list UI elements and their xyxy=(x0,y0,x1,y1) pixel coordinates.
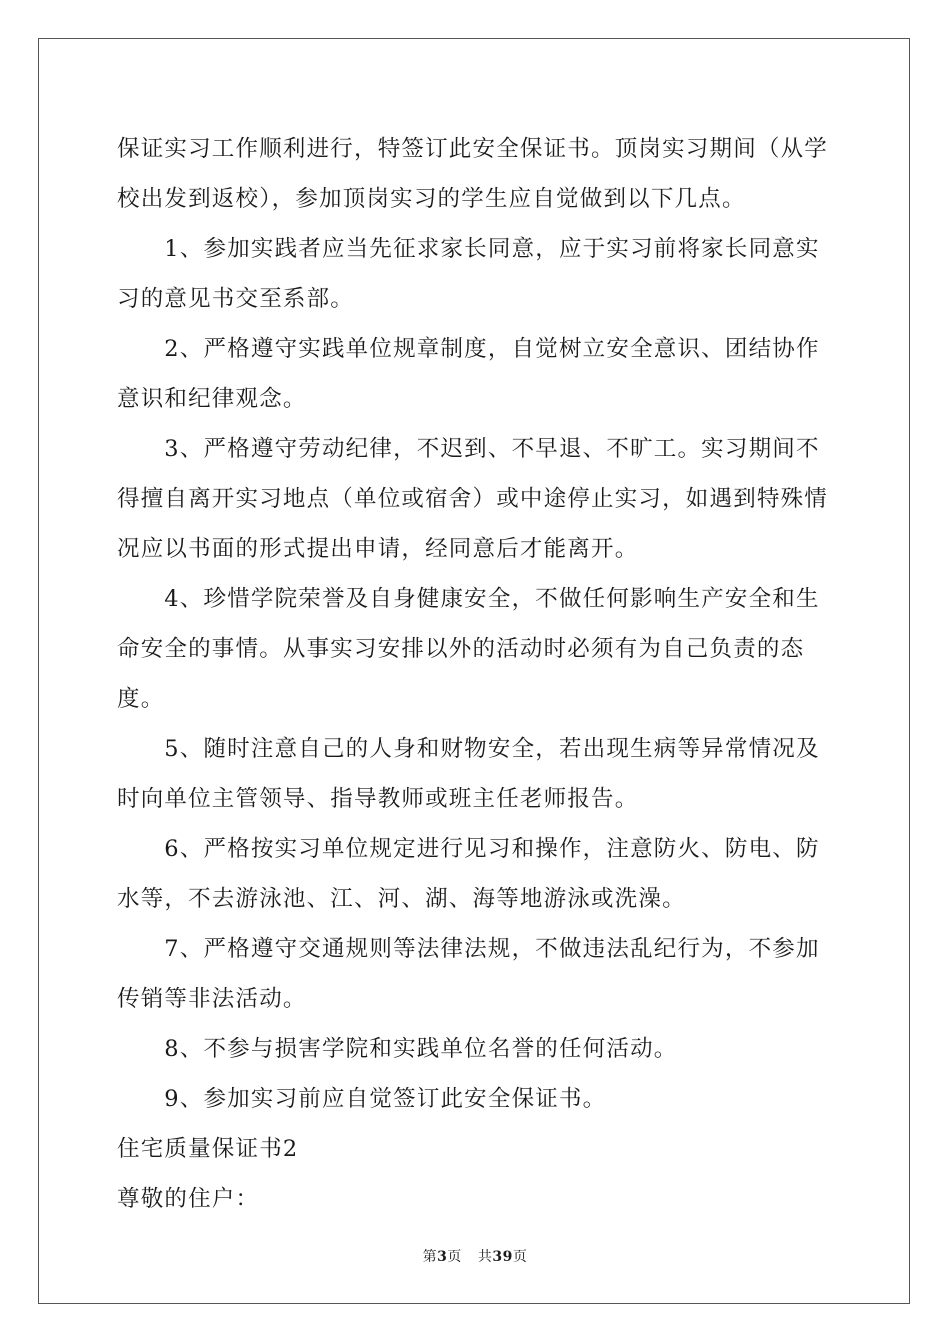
footer-page-suffix: 页 xyxy=(447,1249,462,1265)
paragraph-item-9: 9、参加实习前应自觉签订此安全保证书。 xyxy=(164,1086,607,1112)
paragraph-item-5: 5、随时注意自己的人身和财物安全，若出现生病等异常情况及时向单位主管领导、指导教师或班主任老师报告。 xyxy=(117,736,820,812)
paragraph-item-4: 4、珍惜学院荣誉及自身健康安全，不做任何影响生产安全和生命安全的事情。从事实习安排以外的活动时必须有为自己负责的态度。 xyxy=(117,586,820,712)
page-footer xyxy=(0,1246,950,1266)
paragraph-item-3: 3、严格遵守劳动纪律，不迟到、不早退、不旷工。实习期间不得擅自离开实习地点（单位或宿舍）或中途停止实习，如遇到特殊情况应以书面的形式提出申请，经同意后才能离开。 xyxy=(117,436,829,562)
paragraph-item-8: 8、不参与损害学院和实践单位名誉的任何活动。 xyxy=(164,1036,678,1062)
paragraph-item-6: 6、严格按实习单位规定进行见习和操作，注意防火、防电、防水等，不去游泳池、江、河、湖、海等地游泳或洗澡。 xyxy=(117,836,820,912)
footer-total-pages: 39 xyxy=(492,1249,513,1265)
footer-total-prefix: 共 xyxy=(477,1249,493,1265)
footer-page-prefix: 第 xyxy=(422,1249,438,1265)
paragraph-item-2: 2、严格遵守实践单位规章制度，自觉树立安全意识、团结协作意识和纪律观念。 xyxy=(117,336,820,412)
paragraph-item-1: 1、参加实践者应当先征求家长同意，应于实习前将家长同意实习的意见书交至系部。 xyxy=(117,236,820,312)
salutation: 尊敬的住户： xyxy=(117,1186,260,1212)
footer-total-suffix: 页 xyxy=(512,1249,528,1265)
paragraph-item-7: 7、严格遵守交通规则等法律法规，不做违法乱纪行为，不参加传销等非法活动。 xyxy=(117,936,820,1012)
document-body xyxy=(117,124,843,1224)
section-heading: 住宅质量保证书2 xyxy=(117,1136,299,1162)
footer-page-number: 3 xyxy=(437,1249,448,1265)
paragraph-intro: 保证实习工作顺利进行，特签订此安全保证书。顶岗实习期间（从学校出发到返校），参加顶岗实习的学生应自觉做到以下几点。 xyxy=(117,136,829,212)
